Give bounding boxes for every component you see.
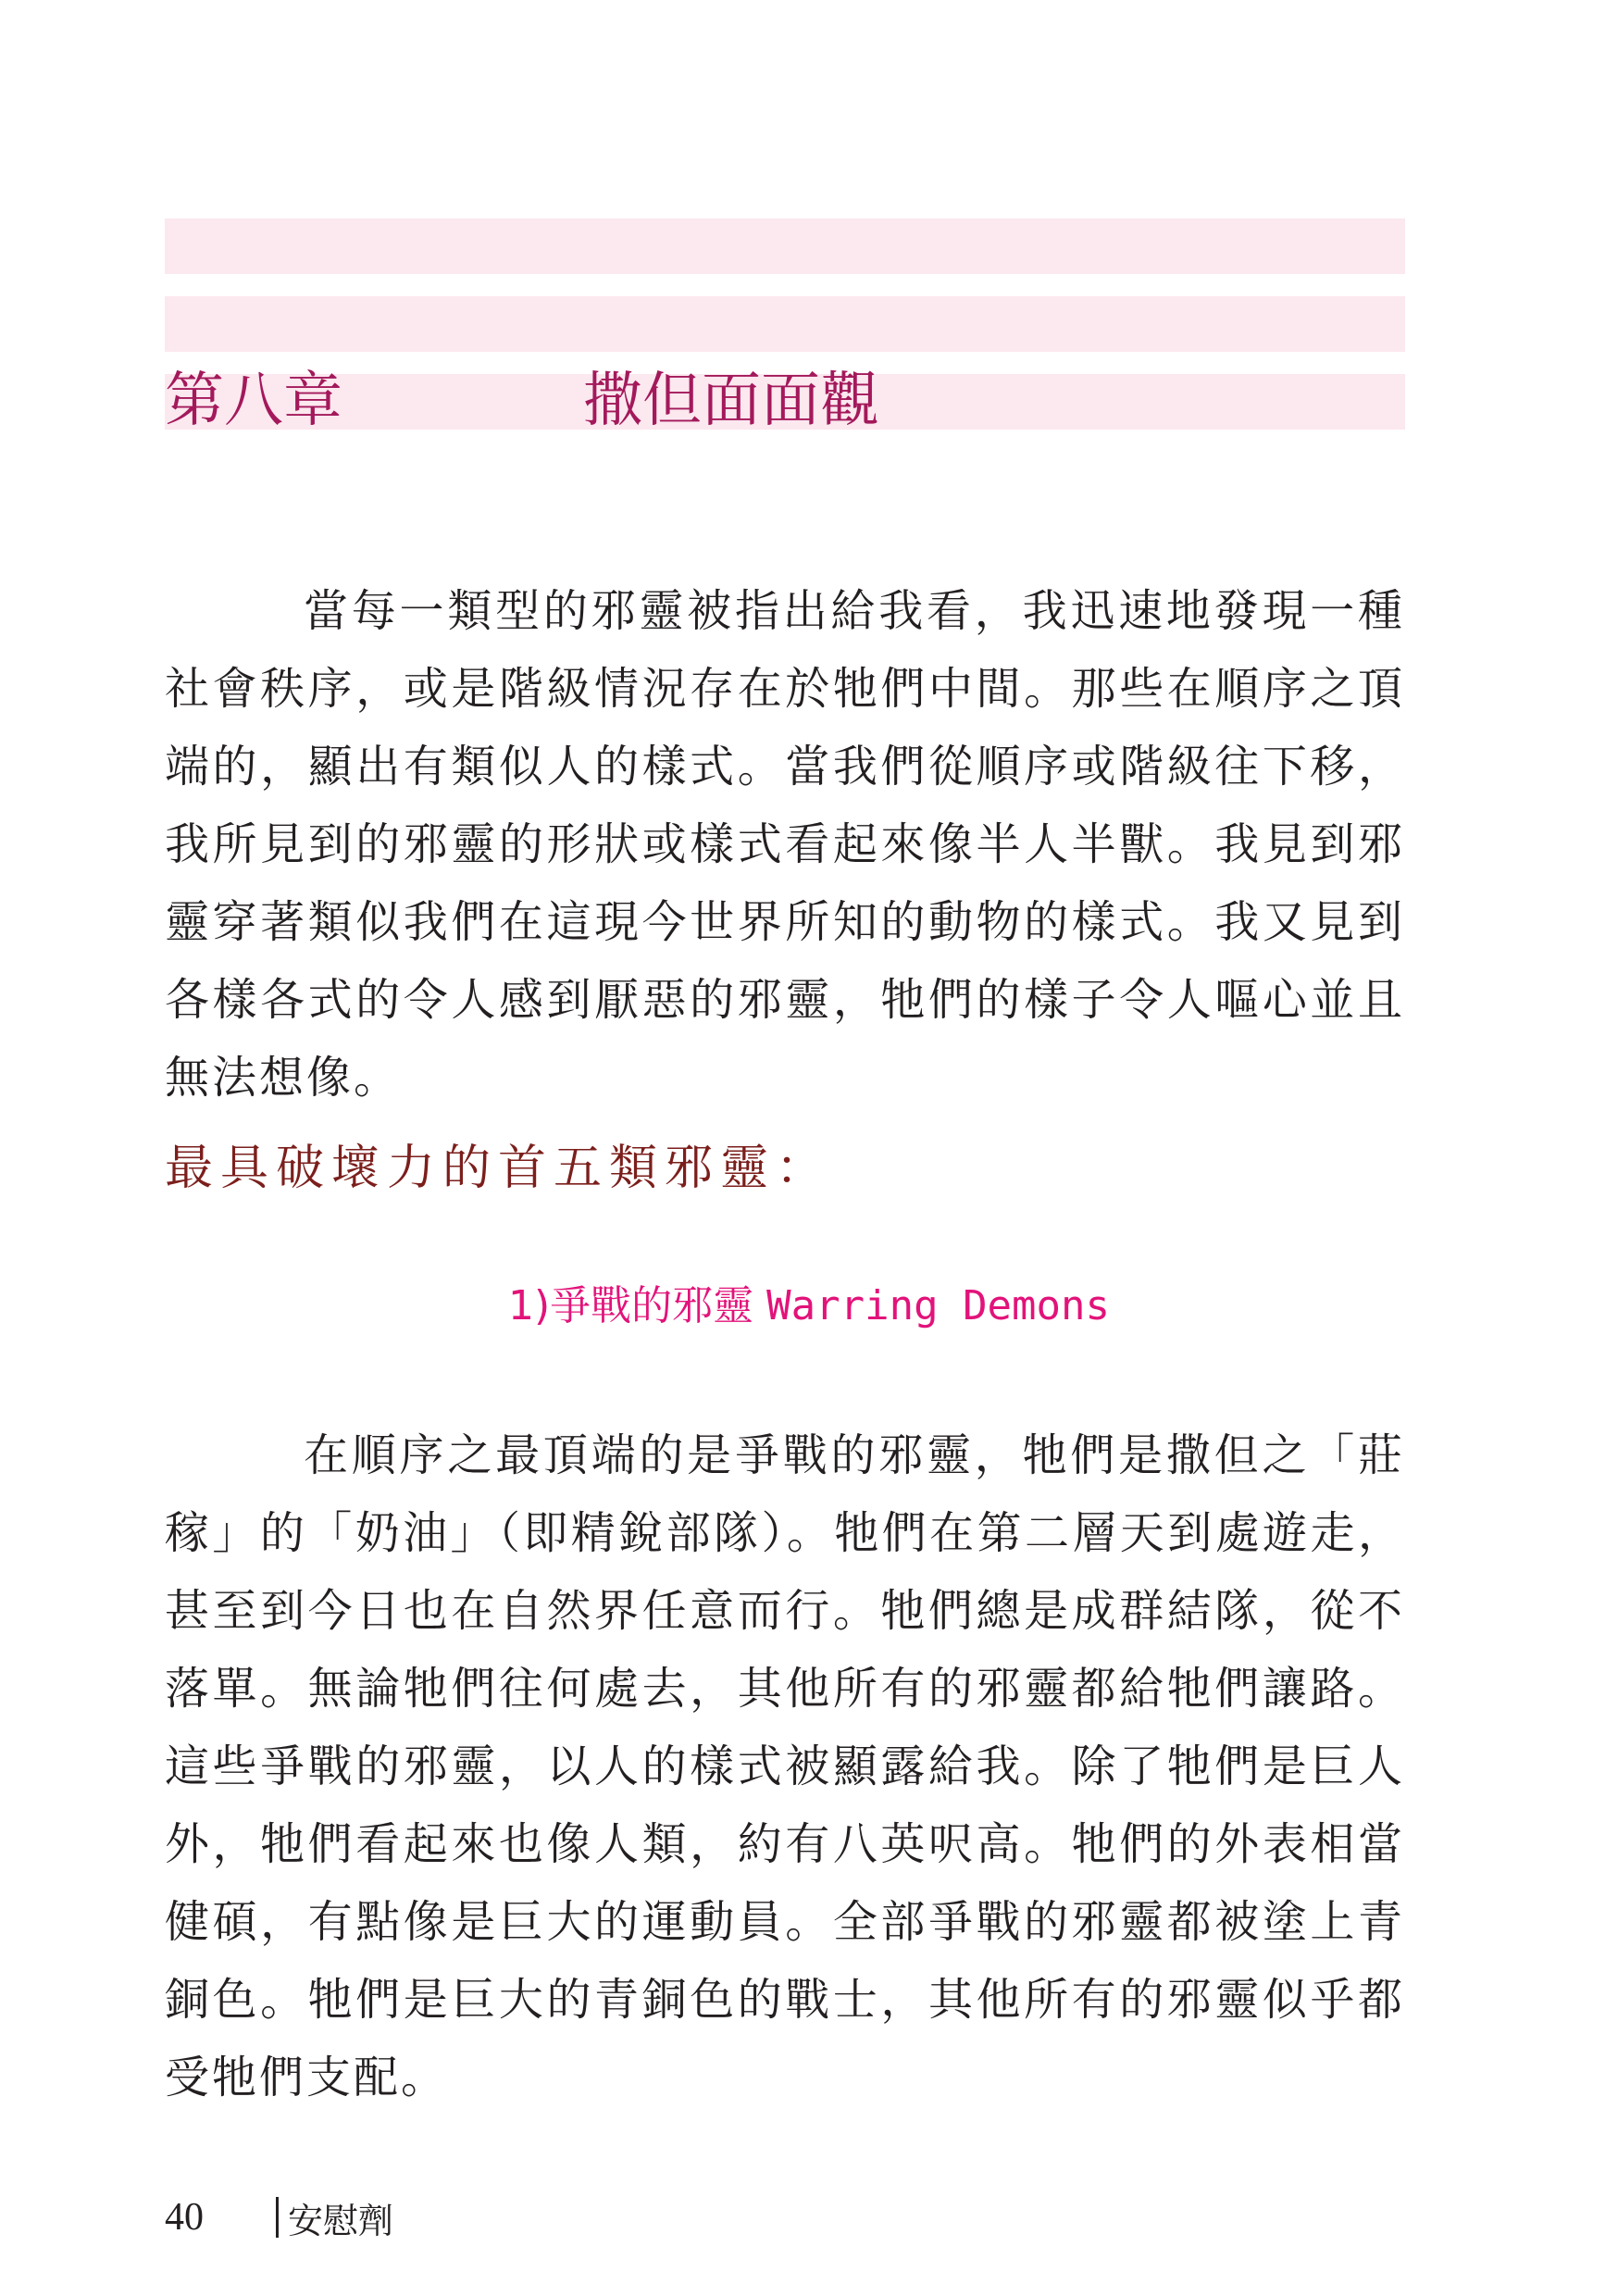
chapter-heading <box>165 359 879 443</box>
subheading <box>0 1282 1618 1329</box>
body-paragraph-2: 在順序之最頂端的是爭戰的邪靈，牠們是撒但之「莊稼」的「奶油」（即精銳部隊）。牠們在第二層天到處遊走，甚至到今日也在自然界任意而行。牠們總是成群結隊，從不落單。無論牠們往何處去，其他所有的邪靈都給牠們讓路。這些爭戰的邪靈，以人的樣式被顯露給我。除了牠們是巨人外，牠們看起來也像人類，約有八英呎高。牠們的外表相當健碩，有點像是巨大的運動員。全部爭戰的邪靈都被塗上青銅色。牠們是巨大的青銅色的戰士，其他所有的邪靈似乎都受牠們支配。 <box>165 1429 1405 2103</box>
header-band-middle <box>165 296 1405 352</box>
subheading-chinese: 爭戰的邪靈 <box>550 1282 754 1329</box>
chapter-title: 撒但面面觀 <box>583 367 879 435</box>
book-title: 安慰劑 <box>288 2200 394 2241</box>
subheading-number: 1) <box>507 1282 551 1329</box>
subheading-english: Warring Demons <box>766 1282 1111 1329</box>
footer-divider <box>276 2197 279 2238</box>
chapter-number: 第八章 <box>165 367 342 435</box>
header-band-top <box>165 218 1405 274</box>
section-heading: 最具破壞力的首五類邪靈： <box>165 1141 832 1196</box>
body-paragraph-1: 當每一類型的邪靈被指出給我看，我迅速地發現一種社會秩序，或是階級情況存在於牠們中間。那些在順序之頂端的，顯出有類似人的樣式。當我們從順序或階級往下移，我所見到的邪靈的形狀或樣式看起來像半人半獸。我見到邪靈穿著類似我們在這現今世界所知的動物的樣式。我又見到各樣各式的令人感到厭惡的邪靈，牠們的樣子令人嘔心並且無法想像。 <box>165 585 1405 1104</box>
page-number: 40 <box>165 2196 204 2239</box>
page-footer <box>165 2194 393 2240</box>
